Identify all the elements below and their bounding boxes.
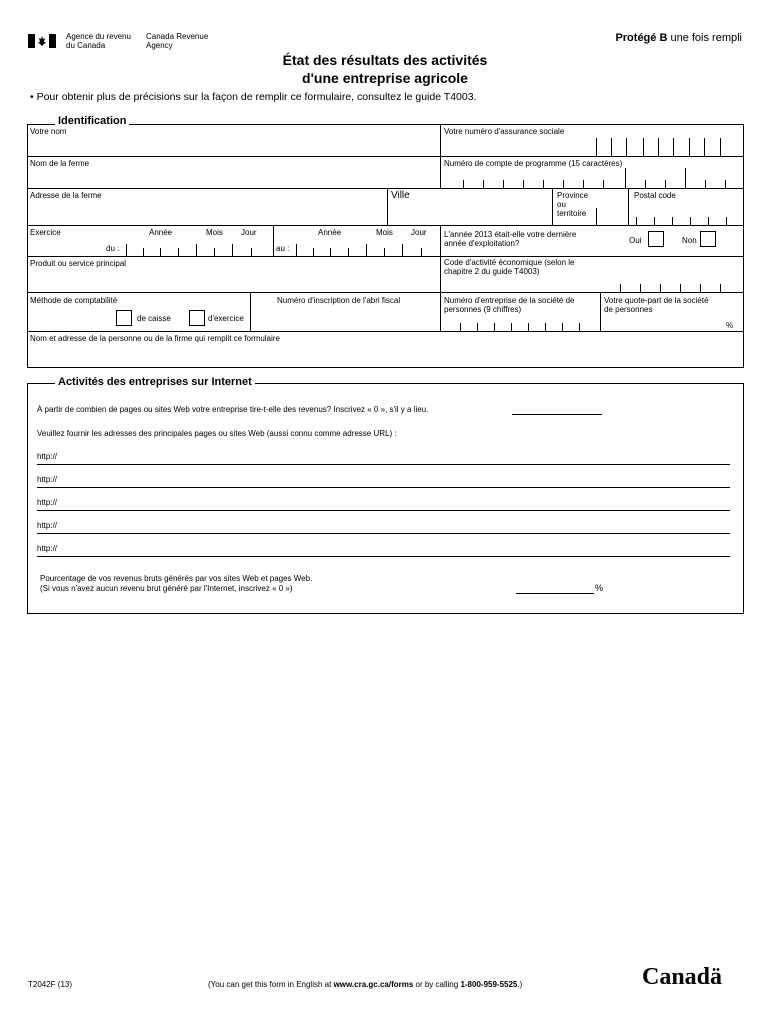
partnership-share-field[interactable] [604, 318, 724, 330]
yes-label: Oui [629, 236, 642, 245]
farm-name-field[interactable] [30, 169, 435, 186]
phone-number: 1-800-959-5525 [460, 980, 518, 989]
partnership-share-label: Votre quote-part de la société de personnes [604, 296, 709, 314]
farm-address-field[interactable] [30, 202, 382, 222]
last-year-yes-checkbox[interactable] [648, 231, 664, 247]
cash-method-label: de caisse [137, 314, 171, 323]
to-label: au : [276, 244, 290, 253]
postal-code-field[interactable] [636, 212, 742, 225]
tax-shelter-field[interactable] [256, 308, 436, 328]
intro-note: • Pour obtenir plus de précisions sur la façon de remplir ce formulaire, consultez le guide T4003. [30, 91, 477, 103]
city-field[interactable] [391, 203, 549, 223]
preparer-field[interactable] [30, 345, 738, 364]
url-prefix-1: http:// [37, 452, 58, 461]
program-account-field[interactable] [463, 168, 743, 188]
main-product-label: Produit ou service principal [30, 259, 127, 268]
agency-name-en: Canada Revenue Agency [146, 32, 209, 50]
fiscal-to-field[interactable] [296, 244, 440, 256]
from-year-label: Année [149, 228, 173, 237]
from-day-label: Jour [241, 228, 257, 237]
your-name-label: Votre nom [30, 127, 67, 136]
form-title-line1: État des résultats des activités [282, 52, 488, 68]
url-prefix-4: http:// [37, 521, 58, 530]
tax-shelter-label: Numéro d'inscription de l'abri fiscal [277, 296, 401, 305]
cash-method-checkbox[interactable] [116, 310, 132, 326]
url-prefix-5: http:// [37, 544, 58, 553]
last-year-question: L'année 2013 était-elle votre dernière année d'exploitation? [444, 230, 577, 248]
province-field[interactable] [581, 208, 611, 225]
to-month-label: Mois [376, 228, 393, 237]
accrual-method-label: d'exercice [208, 314, 244, 323]
forms-link[interactable]: www.cra.gc.ca/forms [333, 980, 414, 989]
revenue-percent-sign: % [595, 583, 604, 593]
canada-flag-icon [28, 34, 56, 48]
fiscal-from-field[interactable] [126, 244, 272, 256]
sin-label: Votre numéro d'assurance sociale [444, 127, 565, 136]
city-label: Ville [391, 190, 410, 201]
main-product-field[interactable] [30, 270, 435, 290]
revenue-percent-note: (Si vous n'avez aucun revenu brut généré par l'Internet, inscrivez « 0 ») [40, 584, 293, 593]
form-code: T2042F (13) [28, 980, 73, 989]
revenue-percent-field[interactable] [516, 593, 594, 594]
internet-legend: Activités des entreprises sur Internet [55, 376, 255, 388]
url-field-2[interactable] [37, 487, 730, 488]
fiscal-period-label: Exercice [30, 228, 61, 237]
sin-field[interactable] [596, 138, 736, 156]
accrual-method-checkbox[interactable] [189, 310, 205, 326]
agency-name-fr: Agence du revenu du Canada [66, 32, 131, 50]
program-account-label: Numéro de compte de programme (15 caractères) [444, 159, 623, 168]
web-pages-question: À partir de combien de pages ou sites Web votre entreprise tire-t-elle des revenus? Inscrivez « 0 », s'il y a lieu. [37, 405, 429, 414]
english-version-note: (You can get this form in English at www.cra.gc.ca/forms or by calling 1-800-959-5525.) [208, 980, 523, 989]
identification-legend: Identification [55, 115, 129, 127]
province-label: Province ou territoire [557, 191, 589, 218]
activity-code-label: Code d'activité économique (selon le chapitre 2 du guide T4003) [444, 258, 575, 276]
url-field-4[interactable] [37, 533, 730, 534]
url-prefix-3: http:// [37, 498, 58, 507]
farm-name-label: Nom de la ferme [30, 159, 90, 168]
from-label: du : [106, 244, 120, 253]
partnership-number-label: Numéro d'entreprise de la société de personnes (9 chiffres) [444, 296, 575, 314]
postal-code-label: Postal code [634, 191, 676, 200]
url-field-3[interactable] [37, 510, 730, 511]
url-field-1[interactable] [37, 464, 730, 465]
preparer-label: Nom et adresse de la personne ou de la firme qui remplit ce formulaire [30, 334, 280, 343]
your-name-field[interactable] [30, 137, 435, 154]
revenue-percent-question: Pourcentage de vos revenus bruts générés par vos sites Web et pages Web. [40, 574, 313, 583]
url-prefix-2: http:// [37, 475, 58, 484]
to-day-label: Jour [411, 228, 427, 237]
partnership-number-field[interactable] [460, 322, 600, 331]
protected-status: Protégé B une fois rempli [615, 32, 742, 44]
urls-question: Veuillez fournir les adresses des principales pages ou sites Web (aussi connu comme adresse URL) : [37, 429, 397, 438]
url-field-5[interactable] [37, 556, 730, 557]
web-pages-count-field[interactable] [512, 414, 602, 415]
accounting-method-label: Méthode de comptabilité [30, 296, 118, 305]
partnership-share-percent: % [726, 321, 734, 330]
last-year-no-checkbox[interactable] [700, 231, 716, 247]
from-month-label: Mois [206, 228, 223, 237]
to-year-label: Année [318, 228, 342, 237]
farm-address-label: Adresse de la ferme [30, 191, 102, 200]
canada-wordmark: Canadä [642, 964, 723, 990]
form-title-line2: d'une entreprise agricole [302, 70, 468, 86]
no-label: Non [682, 236, 697, 245]
activity-code-field[interactable] [620, 278, 742, 292]
